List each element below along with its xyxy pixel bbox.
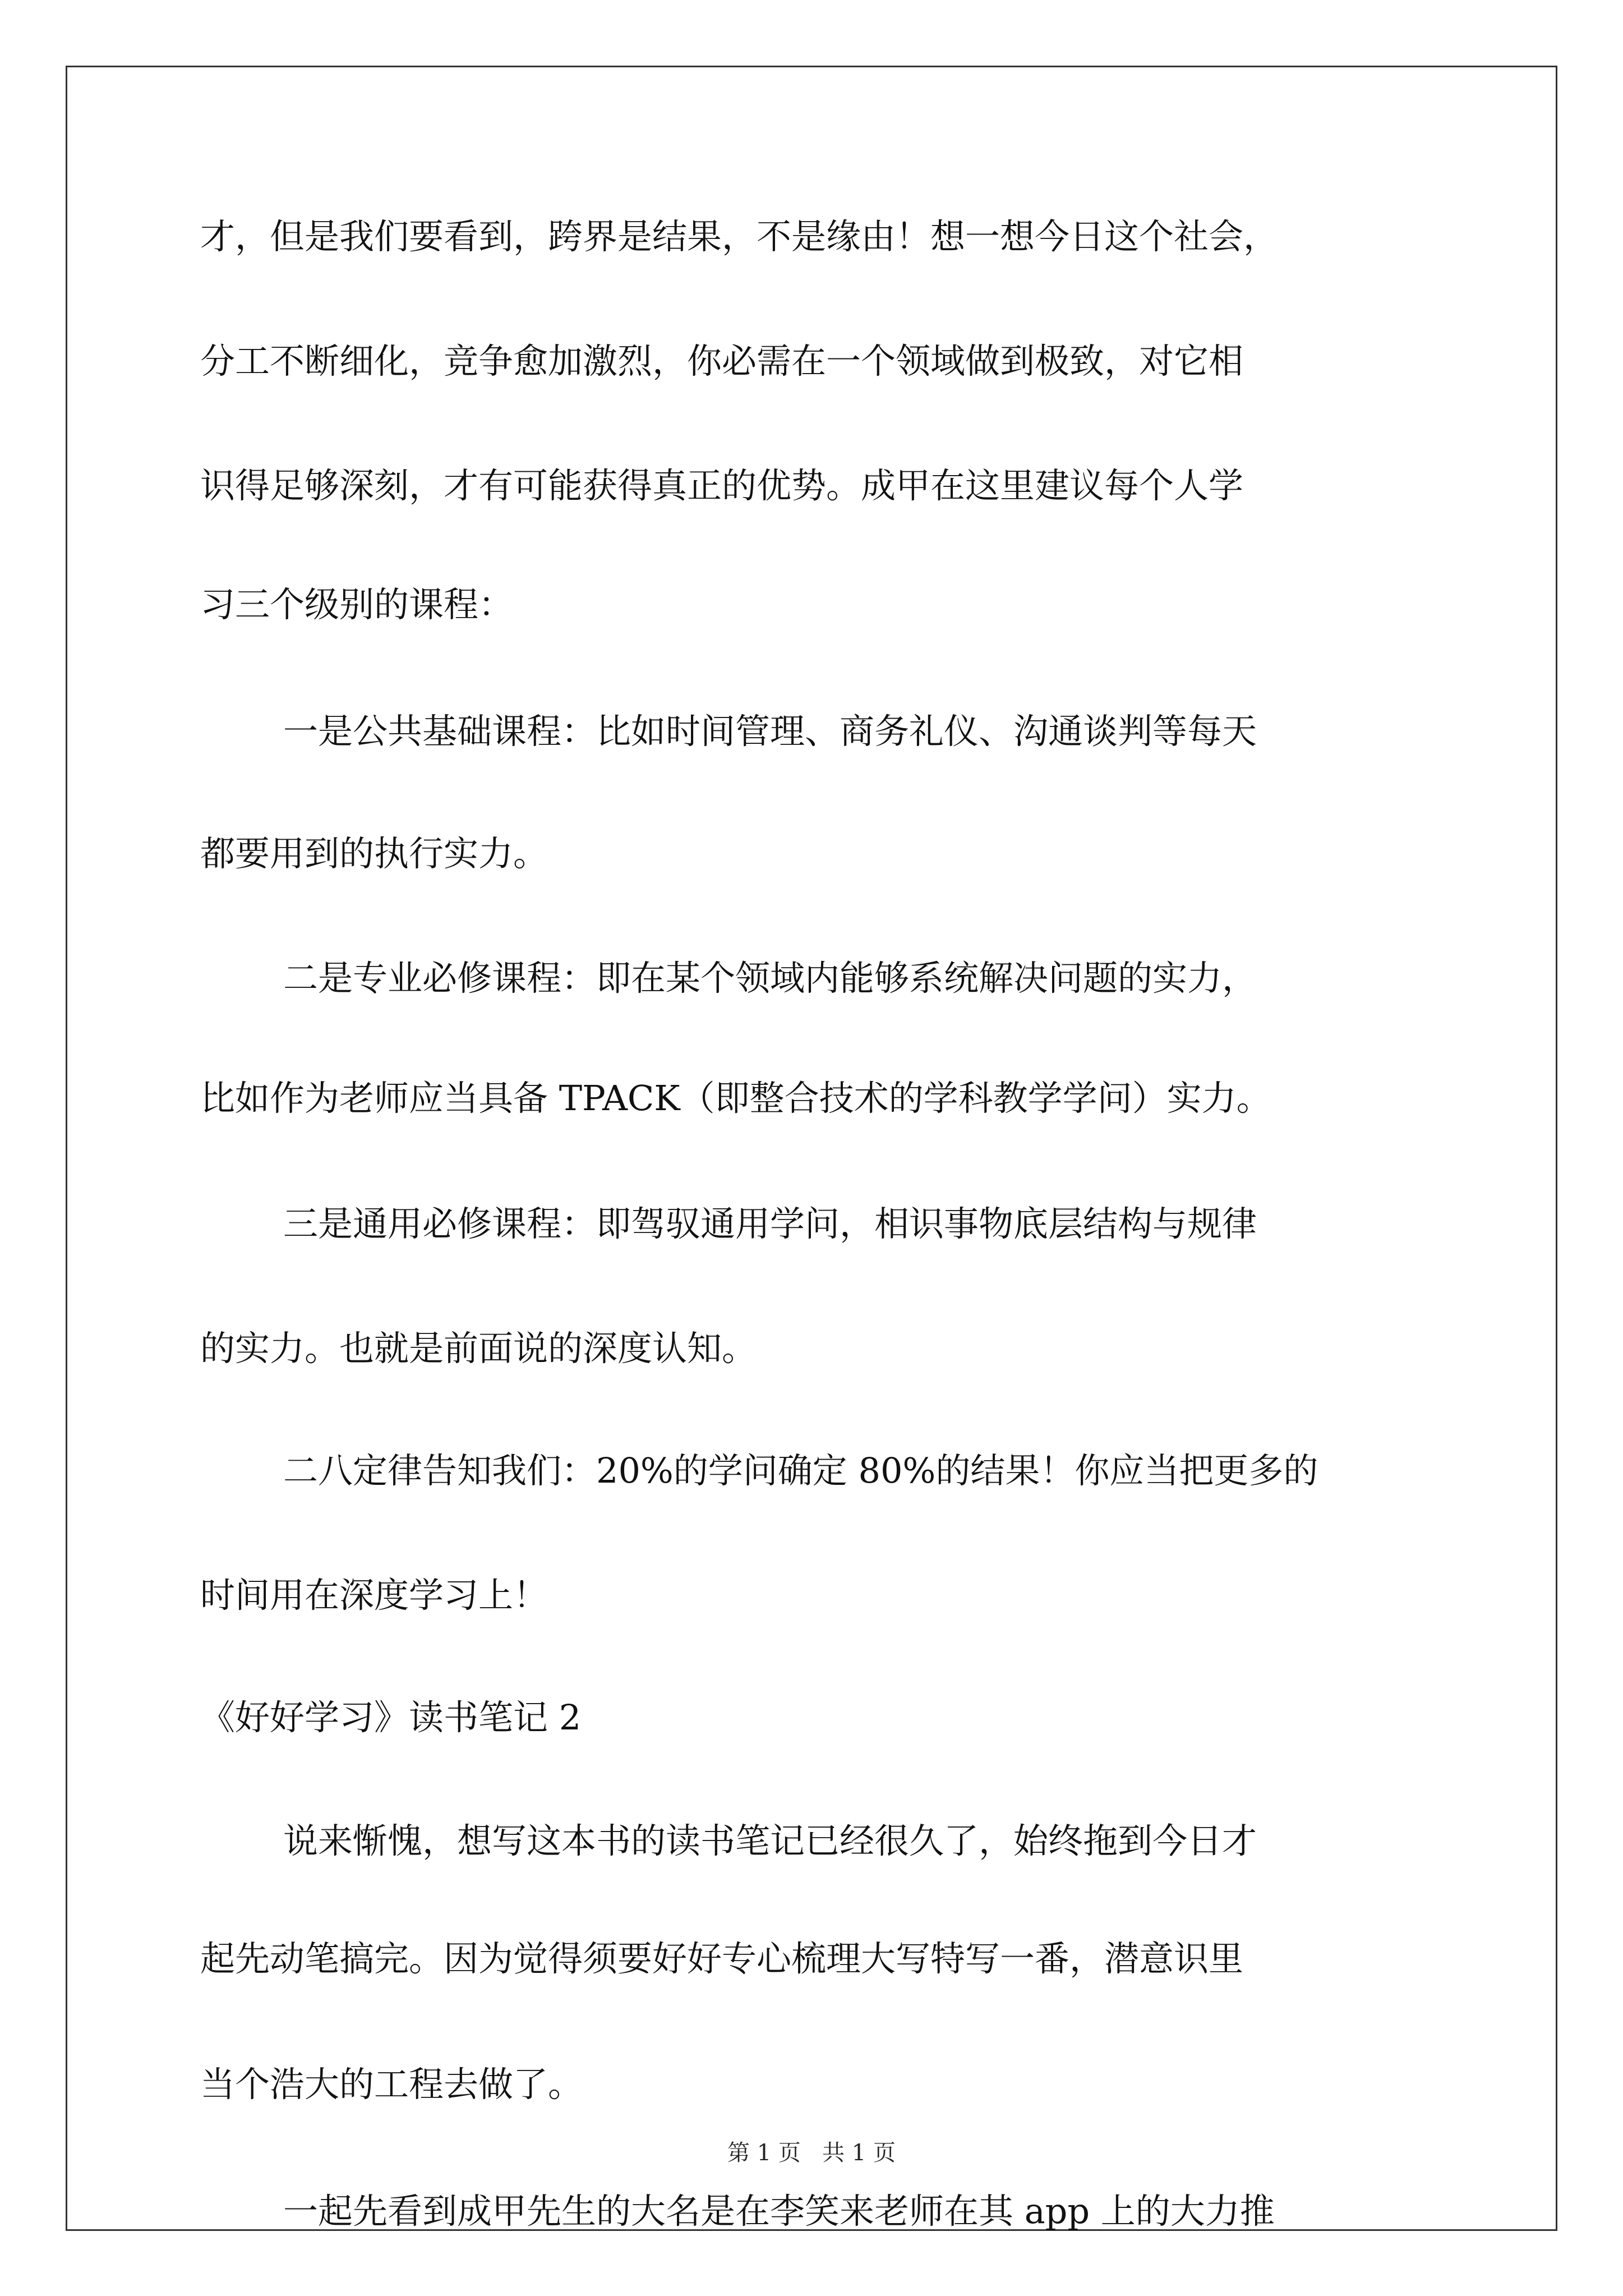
paragraph-first-line: 说来惭愧，想写这本书的读书笔记已经很久了，始终拖到今日才	[283, 1820, 1257, 1861]
text-line: 识得足够深刻，才有可能获得真正的优势。成甲在这里建议每个人学	[200, 465, 1244, 506]
text-line: 分工不断细化，竞争愈加激烈，你必需在一个领域做到极致，对它相	[200, 341, 1244, 381]
paragraph-first-line: 一是公共基础课程：比如时间管理、商务礼仪、沟通谈判等每天	[283, 711, 1257, 752]
page-border	[66, 66, 1557, 2231]
paragraph-first-line: 二是专业必修课程：即在某个领域内能够系统解决问题的实力，	[283, 958, 1257, 999]
paragraph-first-line: 三是通用必修课程：即驾驭通用学问，相识事物底层结构与规律	[283, 1203, 1257, 1244]
text-line: 比如作为老师应当具备 TPACK（即整合技术的学科教学学问）实力。	[200, 1078, 1271, 1119]
text-line: 才，但是我们要看到，跨界是结果，不是缘由！想一想今日这个社会，	[200, 216, 1279, 257]
page-footer: 第 1 页 共 1 页	[727, 2140, 896, 2166]
text-line: 都要用到的执行实力。	[200, 833, 548, 874]
text-line: 当个浩大的工程去做了。	[200, 2064, 583, 2105]
text-line: 习三个级别的课程：	[200, 584, 514, 625]
paragraph-first-line: 一起先看到成甲先生的大名是在李笑来老师在其 app 上的大力推	[283, 2191, 1275, 2231]
section-heading: 《好好学习》读书笔记 2	[200, 1697, 582, 1738]
text-line: 起先动笔搞完。因为觉得须要好好专心梳理大写特写一番，潜意识里	[200, 1938, 1244, 1979]
text-line: 时间用在深度学习上！	[200, 1575, 548, 1616]
text-line: 的实力。也就是前面说的深度认知。	[200, 1328, 757, 1369]
paragraph-first-line: 二八定律告知我们：20%的学问确定 80%的结果！你应当把更多的	[283, 1450, 1318, 1491]
